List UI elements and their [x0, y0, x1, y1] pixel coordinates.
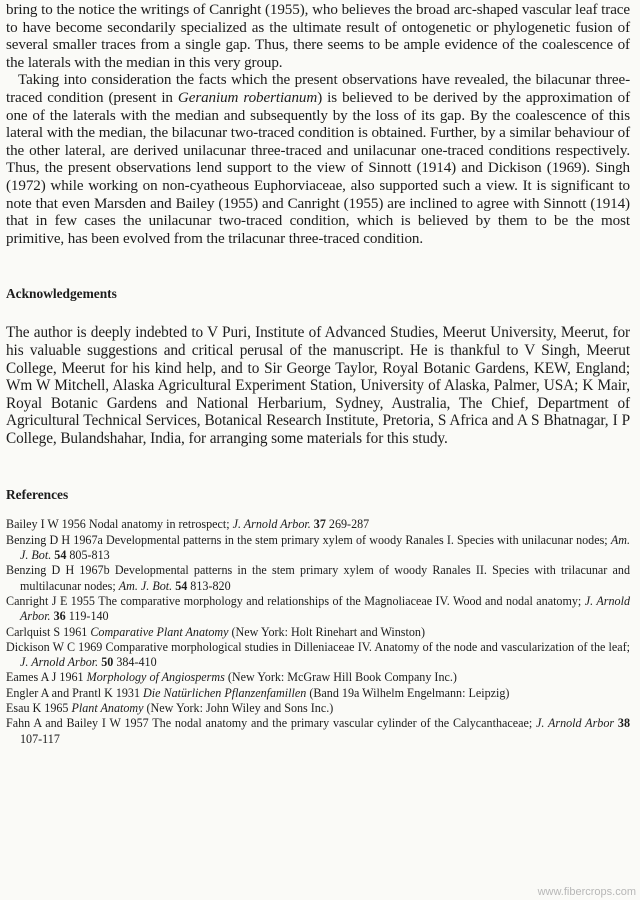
reference-journal: Comparative Plant Anatomy: [90, 624, 229, 639]
paragraph-2-text-b: ) is believed to be derived by the approximation of one of the laterals with the median and subsequently by the loss of its gap. By the coalescence of this lateral with the median, the bilacunar two-traced condition is obtained. Further, by a similar behaviour of the other lateral, are derived unilacunar three-traced and unilacunar one-traced conditions respectively. Thus, the present observations lend support to the view of Sinnott (1914) and Dickison (1969). Singh (1972) while working on non-cyatheous Euphorviaceae, also supported such a view. It is significant to note that even Marsden and Bailey (1955) and Canright (1955) are inclined to agree with Sinnott (1914) that in few cases the unilacunar two-traced condition, which is believed by them to be the most primitive, has been evolved from the trilacunar three-traced condition.: [6, 89, 630, 247]
reference-text: Benzing D H 1967b Developmental patterns in the stem primary xylem of woody Ranales II. Species with trilacunar and multilacunar nodes;: [6, 563, 630, 593]
reference-text: Dickison W C 1969 Comparative morphological studies in Dilleniaceae IV. Anatomy of the node and vascularization of the leaf;: [6, 639, 630, 654]
reference-text: Canright J E 1955 The comparative morphology and relationships of the Magnoliaceae IV. Wood and nodal anatomy;: [6, 593, 585, 608]
reference-volume: 50: [101, 655, 114, 670]
species-name: Geranium robertianum: [177, 89, 318, 106]
reference-text: Eames A J 1961: [6, 670, 87, 685]
references-heading: References: [6, 487, 69, 503]
reference-volume: 54: [54, 548, 67, 563]
reference-journal: J. Arnold Arbor.: [20, 655, 99, 670]
reference-item: [6, 563, 630, 594]
reference-volume: 37: [313, 517, 326, 532]
acknowledgements-text: The author is deeply indebted to V Puri, Institute of Advanced Studies, Meerut University, Meerut, for his valuable suggestions and critical perusal of the manuscript. He is thankful to V Singh, Meerut College, Meerut for his kind help, and to Sir George Taylor, Royal Botanic Gardens, KEW, England; Wm W Mitchell, Alaska Agricultural Experiment Station, University of Alaska, Palmer, USA; K Mair, Royal Botanic Gardens and National Herbarium, Sydney, Australia, The Chief, Department of Agricultural Technical Services, Botanical Research Institute, Pretoria, S Africa and A S Bhatnagar, I P College, Bulandshahar, India, for arranging some materials for this study.: [6, 324, 630, 447]
watermark: www.fibercrops.com: [537, 886, 636, 898]
reference-journal: J. Arnold Arbor.: [20, 593, 630, 624]
reference-pages: (Band 19a Wilhelm Engelmann: Leipzig): [306, 685, 510, 700]
reference-pages: 107-117: [20, 731, 60, 746]
reference-text: Fahn A and Bailey I W 1957 The nodal anatomy and the primary vascular cylinder of the Calycanthaceae;: [6, 716, 537, 731]
paragraph-2-text-a: Taking into consideration the facts which the present observations have revealed, the bilacunar three-traced condition (present in: [6, 72, 630, 106]
reference-pages: 805-813: [66, 548, 110, 563]
reference-text: Benzing D H 1967a Developmental patterns in the stem primary xylem of woody Ranales I. Species with unilacunar nodes;: [6, 532, 611, 547]
reference-pages: 269-287: [325, 517, 370, 532]
reference-item: [6, 533, 630, 564]
reference-list: [6, 517, 630, 746]
reference-pages: (New York: McGraw Hill Book Company Inc.): [224, 670, 457, 685]
reference-item: [6, 686, 630, 701]
reference-text: Engler A and Prantl K 1931: [6, 685, 144, 700]
reference-volume: 54: [175, 578, 188, 593]
reference-pages: 119-140: [65, 609, 109, 624]
reference-volume: 38: [617, 716, 630, 731]
reference-item: [6, 640, 630, 671]
reference-pages: (New York: John Wiley and Sons Inc.): [143, 701, 334, 716]
body-paragraph-2: [6, 72, 630, 248]
reference-pages: 384-410: [113, 655, 157, 670]
reference-journal: Am. J. Bot.: [20, 532, 630, 563]
reference-journal: J. Arnold Arbor.: [232, 517, 311, 532]
acknowledgements-heading: Acknowledgements: [6, 286, 117, 302]
reference-journal: Morphology of Angiosperms: [86, 670, 225, 685]
reference-text: Esau K 1965: [6, 701, 72, 716]
reference-journal: Die Natürlichen Pflanzenfamillen: [143, 685, 307, 700]
reference-journal: J. Arnold Arbor: [536, 716, 615, 731]
reference-item: [6, 701, 630, 716]
reference-item: [6, 670, 630, 685]
reference-item: [6, 716, 630, 747]
reference-item: [6, 594, 630, 625]
reference-journal: Am. J. Bot.: [118, 578, 173, 593]
body-paragraph-1: bring to the notice the writings of Canright (1955), who believes the broad arc-shaped vascular leaf trace to have become secondarily specialized as the ultimate result of ontogenetic or phylogenetic fusion of several smaller traces from a single gap. Thus, there seems to be ample evidence of the coalescence of the laterals with the median in this very group.: [6, 2, 630, 71]
paper-page: [6, 0, 630, 747]
reference-item: [6, 517, 630, 532]
reference-journal: Plant Anatomy: [71, 701, 144, 716]
reference-text: Carlquist S 1961: [6, 624, 91, 639]
reference-pages: (New York: Holt Rinehart and Winston): [228, 624, 425, 639]
reference-item: [6, 625, 630, 640]
reference-pages: 813-820: [187, 578, 231, 593]
reference-text: Bailey I W 1956 Nodal anatomy in retrospect;: [6, 517, 233, 532]
reference-volume: 36: [53, 609, 66, 624]
